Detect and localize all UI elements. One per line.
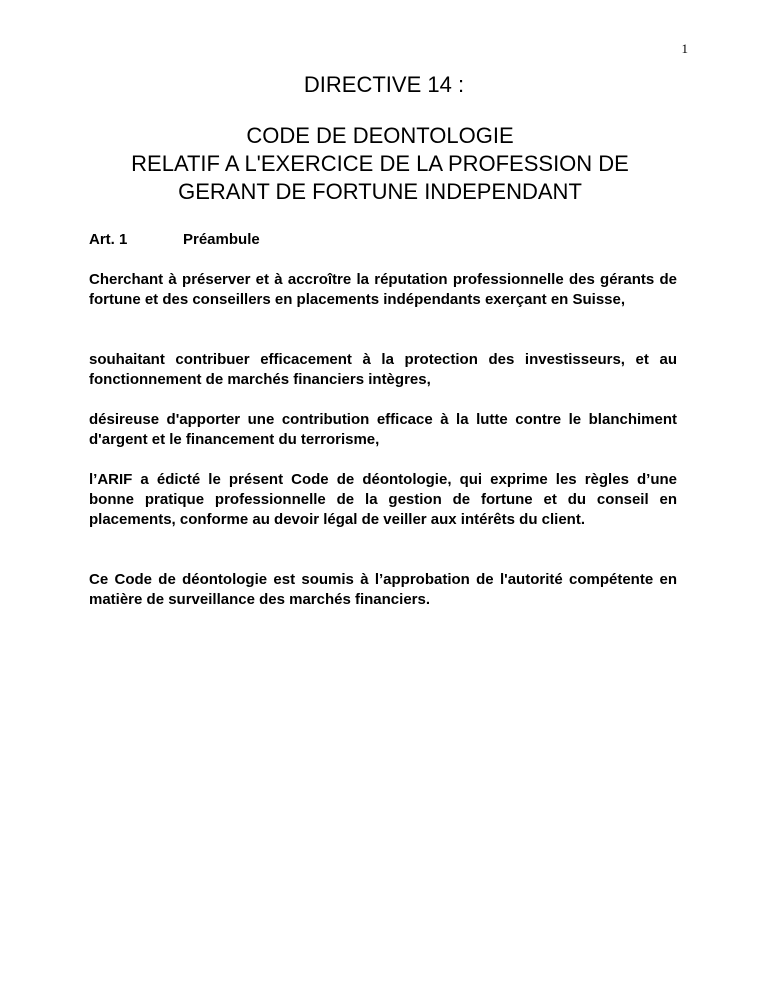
subtitle-line: RELATIF A L'EXERCICE DE LA PROFESSION DE (131, 151, 629, 176)
subtitle-line: GERANT DE FORTUNE INDEPENDANT (178, 179, 582, 204)
page-number: 1 (681, 41, 688, 56)
article-title: Préambule (183, 231, 260, 248)
article-number: Art. 1 (89, 231, 128, 248)
paragraph: désireuse d'apporter une contribution efficace à la lutte contre le blanchiment d'argent et le financement du terrorisme, (89, 411, 677, 448)
paragraph: Ce Code de déontologie est soumis à l’approbation de l'autorité compétente en matière de surveillance des marchés financiers. (89, 571, 677, 608)
paragraph: souhaitant contribuer efficacement à la protection des investisseurs, et au fonctionnement de marchés financiers intègres, (89, 351, 677, 388)
paragraph: Cherchant à préserver et à accroître la réputation professionnelle des gérants de fortune et des conseillers en placements indépendants exerçant en Suisse, (89, 271, 677, 308)
article-heading (89, 230, 260, 250)
subtitle-line: CODE DE DEONTOLOGIE (246, 123, 514, 148)
document-subtitle (100, 122, 660, 206)
directive-title: DIRECTIVE 14 : (303, 72, 465, 97)
paragraph: l’ARIF a édicté le présent Code de déontologie, qui exprime les règles d’une bonne pratique professionnelle de la gestion de fortune et du conseil en placements, conforme au devoir légal de veiller aux intérêts du client. (89, 471, 677, 528)
